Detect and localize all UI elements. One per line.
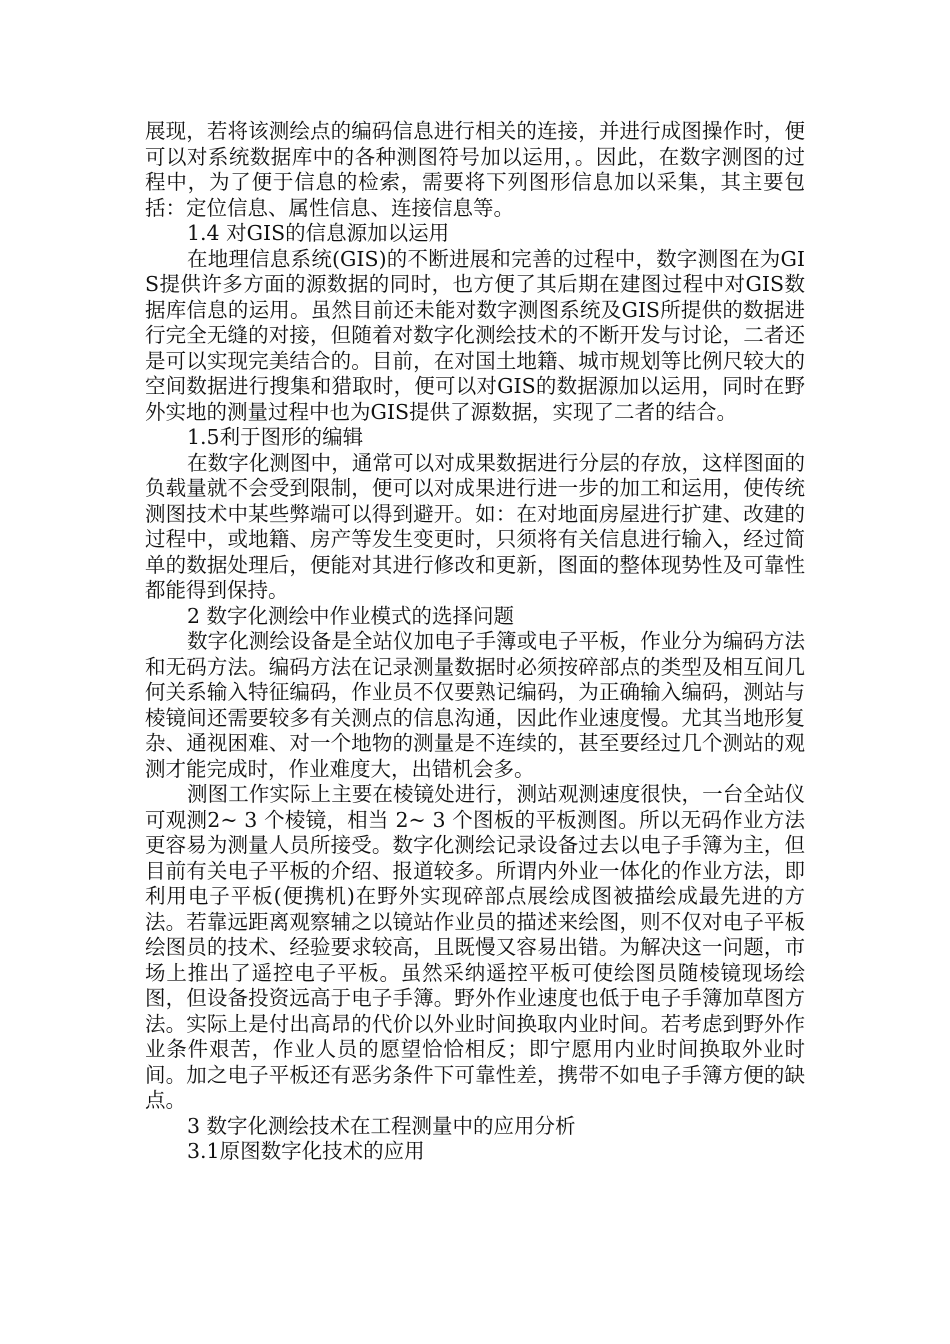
section-heading-1-5: 1.5利于图形的编辑: [187, 425, 364, 449]
document-body: [145, 119, 805, 1165]
section-heading-3: 3 数字化测绘技术在工程测量中的应用分析: [187, 1113, 576, 1138]
section-heading-2: 2 数字化测绘中作业模式的选择问题: [187, 603, 515, 628]
section-heading-3-1: 3.1原图数字化技术的应用: [187, 1139, 425, 1163]
paragraph-gis: 在地理信息系统(GIS)的不断进展和完善的过程中，数字测图在为GIS提供许多方面的源数据的同时，也方便了其后期在建图过程中对GIS数据库信息的运用。虽然目前还未能对数字测图系统及GIS所提供的数据进行完全无缝的对接，但随着对数字化测绘技术的不断开发与讨论，二者还是可以实现完美结合的。目前，在对国土地籍、城市规划等比例尺较大的空间数据进行搜集和猎取时，便可以对GIS的数据源加以运用，同时在野外实地的测量过程中也为GIS提供了源数据，实现了二者的结合。: [145, 246, 805, 424]
paragraph-work-mode: 数字化测绘设备是全站仪加电子手簿或电子平板，作业分为编码方法和无码方法。编码方法在记录测量数据时必须按碎部点的类型及相互间几何关系输入特征编码，作业员不仅要熟记编码，为正确输入编码，测站与棱镜间还需要较多有关测点的信息沟通，因此作业速度慢。尤其当地形复杂、通视困难、对一个地物的测量是不连续的，甚至要经过几个测站的观测才能完成时，作业难度大，出错机会多。: [145, 629, 805, 781]
paragraph-prism-survey: 测图工作实际上主要在棱镜处进行，测站观测速度很快，一台全站仪可观测2~ 3 个棱镜，相当 2~ 3 个图板的平板测图。所以无码作业方法更容易为测量人员所接受。数字化测绘记录设备过去以电子手簿为主，但目前有关电子平板的介绍、报道较多。所谓内外业一体化的作业方法，即利用电子平板(便携机)在野外实现碎部点展绘成图被描绘成最先进的方法。若靠远距离观察辅之以镜站作业员的描述来绘图，则不仅对电子平板绘图员的技术、经验要求较高，且既慢又容易出错。为解决这一问题，市场上推出了遥控电子平板。虽然采纳遥控平板可使绘图员随棱镜现场绘图，但设备投资远高于电子手簿。野外作业速度也低于电子手簿加草图方法。实际上是付出高昂的代价以外业时间换取内业时间。若考虑到野外作业条件艰苦，作业人员的愿望恰恰相反；即宁愿用内业时间换取外业时间。加之电子平板还有恶劣条件下可靠性差，携带不如电子手簿方便的缺点。: [145, 782, 805, 1112]
paragraph-graphic-editing: 在数字化测图中，通常可以对成果数据进行分层的存放，这样图面的负载量就不会受到限制，便可以对成果进行进一步的加工和运用，使传统测图技术中某些弊端可以得到避开。如：在对地面房屋进行扩建、改建的过程中，或地籍、房产等发生变更时，只须将有关信息进行输入，经过简单的数据处理后，便能对其进行修改和更新，图面的整体现势性及可靠性都能得到保持。: [145, 450, 805, 602]
section-heading-1-4: 1.4 对GIS的信息源加以运用: [187, 221, 450, 245]
paragraph-continuation: 展现，若将该测绘点的编码信息进行相关的连接，并进行成图操作时，便可以对系统数据库中的各种测图符号加以运用，。因此，在数字测图的过程中，为了便于信息的检索，需要将下列图形信息加以采集，其主要包括：定位信息、属性信息、连接信息等。: [145, 119, 805, 220]
